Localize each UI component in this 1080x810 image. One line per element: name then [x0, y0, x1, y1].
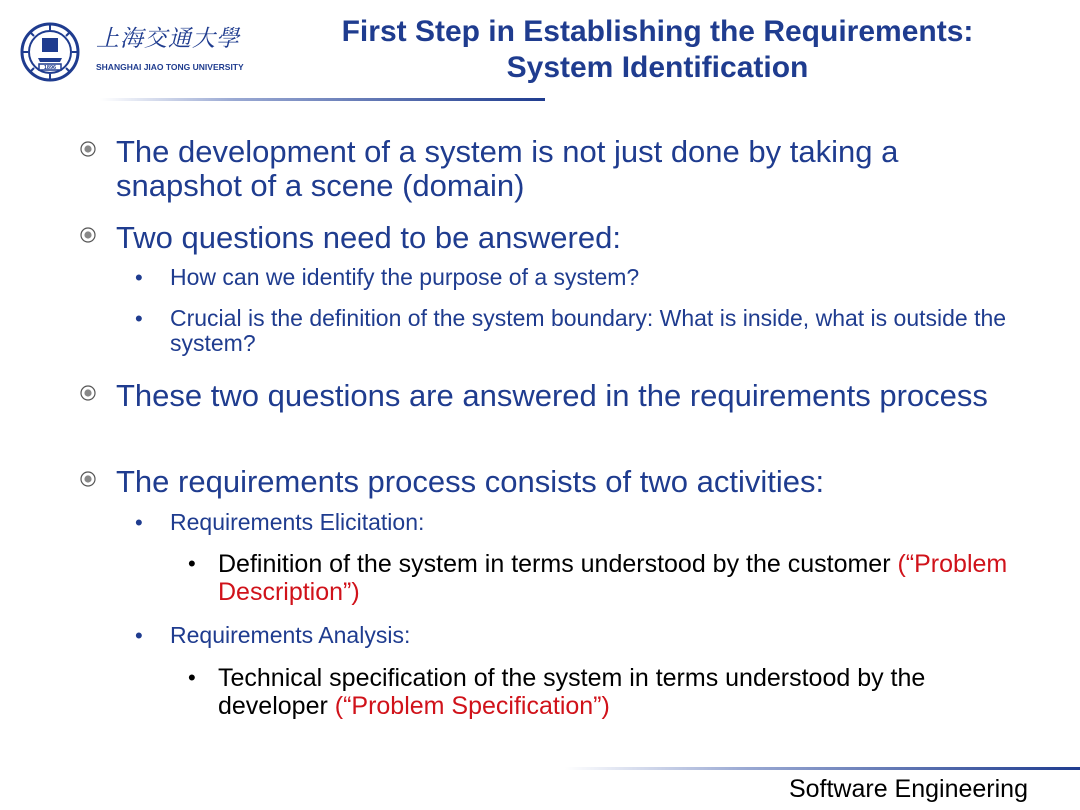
sub-sub-bullet-dot: • [188, 665, 196, 690]
bullet-answered: These two questions are answered in the requirements process [116, 378, 988, 413]
logo-year: 1896 [43, 65, 57, 71]
sub-bullet-purpose: How can we identify the purpose of a system? [170, 264, 640, 290]
sub-bullet-boundary: Crucial is the definition of the system boundary: What is inside, what is outside the system? [170, 305, 1007, 356]
sub-bullet-analysis: Requirements Analysis: [170, 622, 411, 648]
sub-bullet-elicitation: Requirements Elicitation: [170, 509, 425, 535]
analysis-definition-text: Technical specification of the system in terms understood by the developer [218, 664, 926, 720]
circle-bullet-icon [79, 384, 97, 402]
problem-specification-label: (“Problem Specification”) [334, 692, 610, 720]
logo-english-name: SHANGHAI JIAO TONG UNIVERSITY [96, 62, 244, 72]
footer-course-name: Software Engineering [788, 775, 1028, 803]
title-line-1: First Step in Establishing the Requirements: [341, 15, 974, 48]
elicitation-definition-text: Definition of the system in terms understood by the customer [218, 550, 898, 578]
sub-bullet-dot: • [135, 265, 143, 290]
sub-sub-bullet-dot: • [188, 551, 196, 576]
footer-divider [565, 767, 1080, 770]
bullet-two-questions: Two questions need to be answered: [116, 220, 621, 255]
problem-description-label: (“Problem Description”) [218, 550, 1008, 606]
bullet-development: The development of a system is not just done by taking a snapshot of a scene (domain) [116, 134, 899, 203]
page-title [255, 14, 1060, 86]
logo-chinese-name: 上海交通大學 [96, 26, 240, 52]
sub-bullet-dot: • [135, 623, 143, 648]
circle-bullet-icon [79, 470, 97, 488]
circle-bullet-icon [79, 140, 97, 158]
elicitation-definition [218, 550, 1008, 606]
title-divider [100, 98, 545, 101]
university-seal-icon [20, 22, 80, 82]
sub-bullet-dot: • [135, 510, 143, 535]
title-line-2: System Identification [506, 51, 809, 84]
bullet-two-activities: The requirements process consists of two activities: [116, 464, 825, 499]
sub-bullet-dot: • [135, 306, 143, 331]
university-logo [96, 26, 266, 72]
circle-bullet-icon [79, 226, 97, 244]
analysis-definition [218, 664, 1008, 720]
